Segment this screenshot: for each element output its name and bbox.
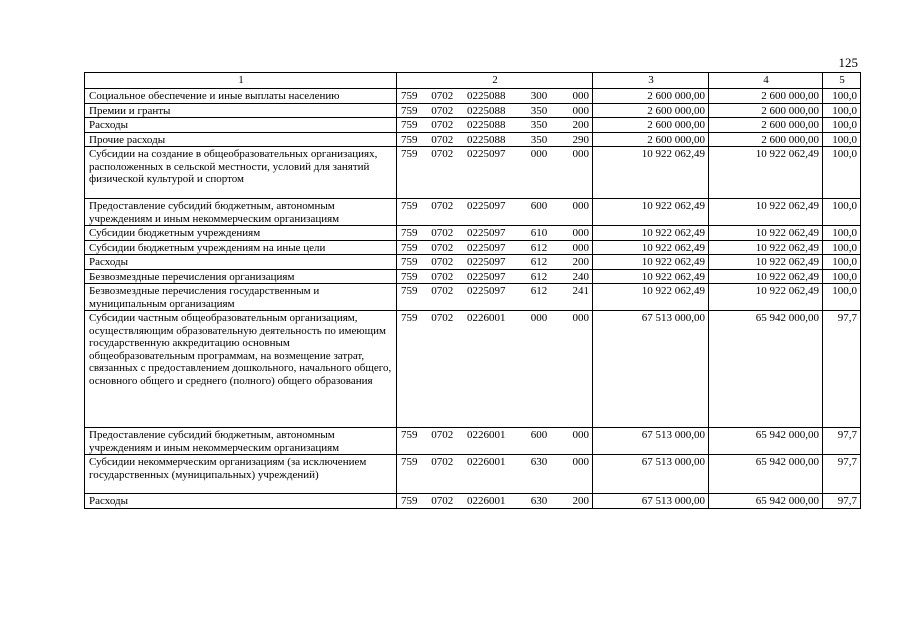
row-executed-amount: 2 600 000,00: [709, 103, 823, 118]
code-ministry: 759: [401, 429, 418, 441]
table-row: [85, 455, 861, 494]
row-name: Субсидии бюджетным учреждениям: [85, 226, 397, 241]
code-ministry: 759: [401, 241, 418, 254]
row-plan-amount: 2 600 000,00: [593, 132, 709, 147]
code-target: 0226001: [467, 495, 506, 507]
code-parts: [401, 200, 589, 213]
table-header-row: [85, 73, 861, 89]
code-kosgu: 200: [572, 256, 589, 268]
table-row: [85, 269, 861, 284]
code-target: 0225097: [467, 241, 506, 254]
budget-table: [84, 72, 861, 509]
row-code: [397, 311, 593, 428]
code-target: 0225088: [467, 119, 506, 131]
row-percent: 100,0: [823, 269, 861, 284]
row-plan-amount: 67 513 000,00: [593, 455, 709, 494]
code-kosgu: 000: [572, 200, 589, 212]
row-code: [397, 240, 593, 255]
code-parts: [401, 90, 589, 103]
code-target: 0225097: [467, 256, 506, 268]
code-section: 0702: [431, 312, 454, 324]
code-ministry: 759: [401, 270, 418, 283]
table-row: [85, 226, 861, 241]
code-expense-type: 612: [530, 270, 548, 283]
row-executed-amount: 10 922 062,49: [709, 226, 823, 241]
code-section: 0702: [431, 148, 454, 160]
code-parts: [401, 456, 589, 469]
code-expense-type: 350: [530, 133, 548, 146]
row-code: [397, 255, 593, 270]
row-executed-amount: 65 942 000,00: [709, 311, 823, 428]
row-percent: 100,0: [823, 103, 861, 118]
row-name: Прочие расходы: [85, 132, 397, 147]
code-ministry: 759: [401, 312, 418, 324]
code-expense-type: 600: [530, 429, 548, 441]
row-code: [397, 269, 593, 284]
code-target: 0226001: [467, 429, 506, 441]
row-name: Социальное обеспечение и иные выплаты населению: [85, 89, 397, 104]
code-parts: [401, 148, 589, 161]
code-parts: [401, 495, 589, 508]
row-name: Предоставление субсидий бюджетным, автономным учреждениям и иным некоммерческим организациям: [85, 428, 397, 455]
page-number: 125: [838, 55, 858, 70]
code-parts: [401, 105, 589, 118]
code-parts: [401, 271, 589, 284]
row-executed-amount: 10 922 062,49: [709, 284, 823, 311]
row-code: [397, 455, 593, 494]
row-name: Безвозмездные перечисления организациям: [85, 269, 397, 284]
code-expense-type: 630: [530, 495, 548, 507]
row-plan-amount: 67 513 000,00: [593, 494, 709, 509]
row-executed-amount: 2 600 000,00: [709, 132, 823, 147]
code-target: 0225097: [467, 270, 506, 283]
row-executed-amount: 2 600 000,00: [709, 89, 823, 104]
table-row: [85, 255, 861, 270]
row-name: Расходы: [85, 494, 397, 509]
header-cell-2: 2: [397, 73, 593, 89]
code-expense-type: 610: [530, 227, 548, 239]
code-expense-type: 000: [530, 148, 548, 160]
row-name: Субсидии частным общеобразовательным организациям, осуществляющим образовательную деятельность по имеющим государственную аккредитацию основным общеобразовательным программам, на возмещение затрат, связанных с предоставлением дошкольного, начального общего, основного общего и среднего (полного) общего образования: [85, 311, 397, 428]
row-plan-amount: 10 922 062,49: [593, 255, 709, 270]
code-expense-type: 612: [530, 256, 548, 268]
header-cell-1: 1: [85, 73, 397, 89]
row-code: [397, 118, 593, 133]
code-kosgu: 240: [572, 270, 589, 283]
row-executed-amount: 2 600 000,00: [709, 118, 823, 133]
row-percent: 97,7: [823, 455, 861, 494]
row-code: [397, 103, 593, 118]
row-percent: 100,0: [823, 284, 861, 311]
row-name: Расходы: [85, 118, 397, 133]
code-ministry: 759: [401, 200, 418, 212]
row-plan-amount: 10 922 062,49: [593, 226, 709, 241]
row-code: [397, 494, 593, 509]
row-percent: 100,0: [823, 240, 861, 255]
code-ministry: 759: [401, 148, 418, 160]
code-section: 0702: [431, 200, 454, 212]
code-ministry: 759: [401, 119, 418, 131]
row-name: Предоставление субсидий бюджетным, автономным учреждениям и иным некоммерческим организациям: [85, 199, 397, 226]
code-parts: [401, 134, 589, 147]
code-section: 0702: [431, 256, 454, 268]
code-ministry: 759: [401, 133, 418, 146]
code-expense-type: 612: [530, 285, 548, 297]
table-row: [85, 132, 861, 147]
code-expense-type: 300: [530, 90, 548, 102]
code-target: 0225088: [467, 133, 506, 146]
row-code: [397, 226, 593, 241]
row-executed-amount: 10 922 062,49: [709, 240, 823, 255]
row-percent: 100,0: [823, 226, 861, 241]
code-expense-type: 612: [530, 241, 548, 254]
row-code: [397, 147, 593, 199]
row-percent: 100,0: [823, 255, 861, 270]
row-plan-amount: 10 922 062,49: [593, 147, 709, 199]
code-parts: [401, 429, 589, 442]
row-code: [397, 89, 593, 104]
code-expense-type: 350: [530, 119, 548, 131]
code-section: 0702: [431, 119, 454, 131]
code-ministry: 759: [401, 285, 418, 297]
table-row: [85, 240, 861, 255]
table-row: [85, 428, 861, 455]
row-percent: 97,7: [823, 494, 861, 509]
code-kosgu: 000: [572, 104, 589, 117]
code-target: 0225097: [467, 200, 506, 212]
code-kosgu: 000: [572, 241, 589, 254]
row-code: [397, 284, 593, 311]
code-parts: [401, 242, 589, 255]
code-target: 0225097: [467, 285, 506, 297]
row-plan-amount: 10 922 062,49: [593, 269, 709, 284]
code-kosgu: 200: [572, 119, 589, 131]
code-section: 0702: [431, 429, 454, 441]
code-kosgu: 000: [572, 90, 589, 102]
row-name: Субсидии некоммерческим организациям (за исключением государственных (муниципальных) учреждений): [85, 455, 397, 494]
row-percent: 100,0: [823, 199, 861, 226]
code-parts: [401, 227, 589, 240]
row-name: Субсидии на создание в общеобразовательных организациях, расположенных в сельской местности, условий для занятий физической культурой и спортом: [85, 147, 397, 199]
row-plan-amount: 10 922 062,49: [593, 199, 709, 226]
code-section: 0702: [431, 104, 454, 117]
code-expense-type: 350: [530, 104, 548, 117]
row-plan-amount: 10 922 062,49: [593, 284, 709, 311]
code-kosgu: 241: [572, 285, 589, 297]
row-executed-amount: 10 922 062,49: [709, 269, 823, 284]
code-kosgu: 000: [572, 312, 589, 324]
code-section: 0702: [431, 270, 454, 283]
code-section: 0702: [431, 241, 454, 254]
table-row: [85, 311, 861, 428]
row-name: Субсидии бюджетным учреждениям на иные цели: [85, 240, 397, 255]
row-executed-amount: 65 942 000,00: [709, 494, 823, 509]
code-target: 0225097: [467, 227, 506, 239]
code-kosgu: 000: [572, 148, 589, 160]
code-parts: [401, 119, 589, 132]
code-kosgu: 000: [572, 456, 589, 468]
code-ministry: 759: [401, 256, 418, 268]
row-percent: 100,0: [823, 147, 861, 199]
row-code: [397, 428, 593, 455]
row-name: Безвозмездные перечисления государственным и муниципальным организациям: [85, 284, 397, 311]
code-ministry: 759: [401, 104, 418, 117]
code-expense-type: 630: [530, 456, 548, 468]
code-target: 0225097: [467, 148, 506, 160]
row-plan-amount: 2 600 000,00: [593, 103, 709, 118]
code-target: 0225088: [467, 104, 506, 117]
row-plan-amount: 67 513 000,00: [593, 428, 709, 455]
table-body: [85, 73, 861, 509]
row-plan-amount: 2 600 000,00: [593, 89, 709, 104]
code-section: 0702: [431, 285, 454, 297]
code-section: 0702: [431, 495, 454, 507]
code-section: 0702: [431, 456, 454, 468]
code-section: 0702: [431, 90, 454, 102]
row-executed-amount: 65 942 000,00: [709, 455, 823, 494]
row-plan-amount: 2 600 000,00: [593, 118, 709, 133]
row-percent: 97,7: [823, 311, 861, 428]
table-row: [85, 284, 861, 311]
table-row: [85, 103, 861, 118]
table-row: [85, 199, 861, 226]
code-kosgu: 200: [572, 495, 589, 507]
table-row: [85, 494, 861, 509]
code-ministry: 759: [401, 227, 418, 239]
row-name: Премии и гранты: [85, 103, 397, 118]
code-ministry: 759: [401, 495, 418, 507]
row-executed-amount: 10 922 062,49: [709, 255, 823, 270]
code-parts: [401, 256, 589, 269]
table-row: [85, 89, 861, 104]
row-executed-amount: 10 922 062,49: [709, 199, 823, 226]
code-kosgu: 000: [572, 429, 589, 441]
header-cell-4: 4: [709, 73, 823, 89]
header-cell-3: 3: [593, 73, 709, 89]
row-percent: 97,7: [823, 428, 861, 455]
code-target: 0226001: [467, 312, 506, 324]
code-section: 0702: [431, 227, 454, 239]
table-row: [85, 118, 861, 133]
table-row: [85, 147, 861, 199]
row-percent: 100,0: [823, 89, 861, 104]
row-code: [397, 199, 593, 226]
row-plan-amount: 67 513 000,00: [593, 311, 709, 428]
row-code: [397, 132, 593, 147]
code-kosgu: 000: [572, 227, 589, 239]
row-percent: 100,0: [823, 132, 861, 147]
code-parts: [401, 312, 589, 325]
row-name: Расходы: [85, 255, 397, 270]
row-percent: 100,0: [823, 118, 861, 133]
code-target: 0226001: [467, 456, 506, 468]
header-cell-5: 5: [823, 73, 861, 89]
code-kosgu: 290: [572, 133, 589, 146]
code-expense-type: 000: [530, 312, 548, 324]
code-parts: [401, 285, 589, 298]
code-expense-type: 600: [530, 200, 548, 212]
row-executed-amount: 10 922 062,49: [709, 147, 823, 199]
row-plan-amount: 10 922 062,49: [593, 240, 709, 255]
code-section: 0702: [431, 133, 454, 146]
code-ministry: 759: [401, 456, 418, 468]
code-ministry: 759: [401, 90, 418, 102]
row-executed-amount: 65 942 000,00: [709, 428, 823, 455]
code-target: 0225088: [467, 90, 506, 102]
